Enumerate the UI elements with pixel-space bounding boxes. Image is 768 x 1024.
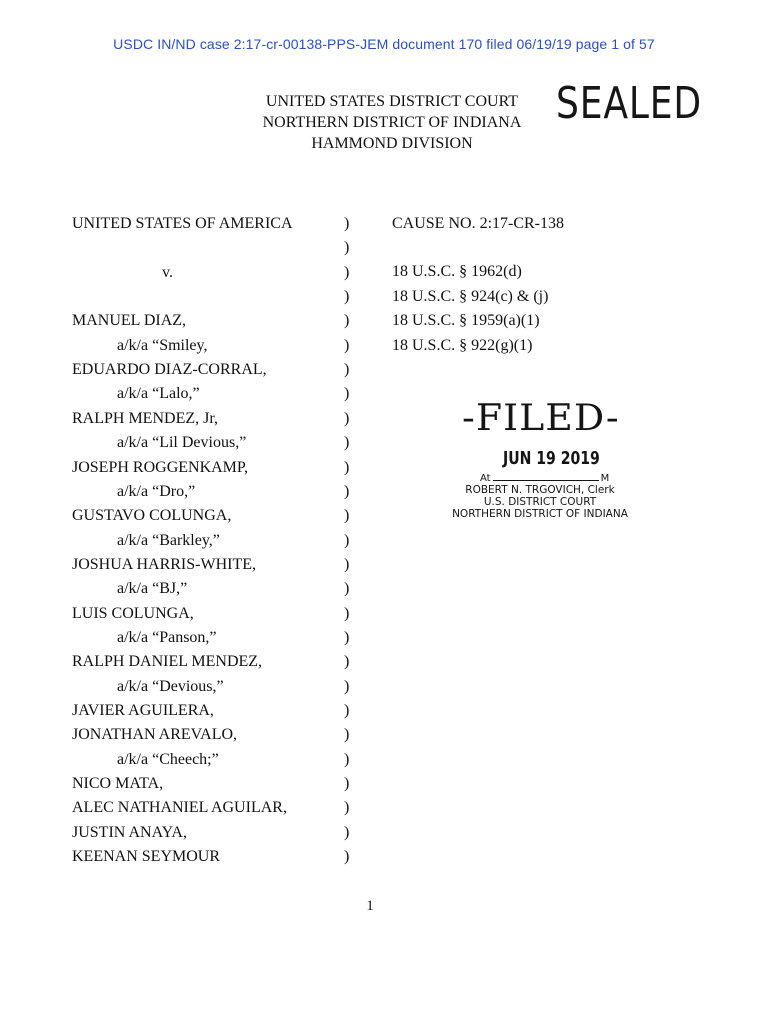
caption-paren: ) bbox=[344, 337, 350, 354]
caption-paren: ) bbox=[344, 799, 350, 816]
defendant-alias: a/k/a “Lil Devious,” bbox=[117, 434, 247, 451]
caption-paren: ) bbox=[344, 239, 350, 256]
caption-paren: ) bbox=[344, 312, 350, 329]
statute-item: 18 U.S.C. § 922(g)(1) bbox=[392, 337, 533, 354]
caption-paren: ) bbox=[344, 702, 350, 719]
defendant-alias: a/k/a “Dro,” bbox=[117, 483, 196, 500]
defendant-name: NICO MATA, bbox=[72, 775, 164, 792]
caption-paren: ) bbox=[344, 483, 350, 500]
caption-paren: ) bbox=[344, 653, 350, 670]
defendant-name: JUSTIN ANAYA, bbox=[72, 824, 187, 841]
caption-paren: ) bbox=[344, 215, 350, 232]
defendant-name: EDUARDO DIAZ-CORRAL, bbox=[72, 361, 267, 378]
caption-paren: ) bbox=[344, 434, 350, 451]
caption-paren: ) bbox=[344, 678, 350, 695]
versus-label: v. bbox=[162, 264, 173, 281]
caption-paren: ) bbox=[344, 824, 350, 841]
defendant-name: KEENAN SEYMOUR bbox=[72, 848, 220, 865]
filed-stamp-court: U.S. DISTRICT COURT bbox=[483, 496, 597, 508]
caption-paren: ) bbox=[344, 288, 350, 305]
defendant-name: JOSEPH ROGGENKAMP, bbox=[72, 459, 249, 476]
statute-item: 18 U.S.C. § 1959(a)(1) bbox=[392, 312, 540, 329]
defendant-alias: a/k/a “BJ,” bbox=[117, 580, 188, 597]
caption-paren: ) bbox=[344, 361, 350, 378]
defendant-alias: a/k/a “Panson,” bbox=[117, 629, 217, 646]
defendant-name: ALEC NATHANIEL AGUILAR, bbox=[72, 799, 287, 816]
defendant-name: RALPH DANIEL MENDEZ, bbox=[72, 653, 263, 670]
defendant-name: LUIS COLUNGA, bbox=[72, 605, 194, 622]
caption-paren: ) bbox=[344, 751, 350, 768]
caption-paren: ) bbox=[344, 264, 350, 281]
caption-paren: ) bbox=[344, 605, 350, 622]
ecf-header: USDC IN/ND case 2:17-cr-00138-PPS-JEM document 170 filed 06/19/19 page 1 of 57 bbox=[113, 36, 655, 52]
caption-paren: ) bbox=[344, 507, 350, 524]
statute-item: 18 U.S.C. § 924(c) & (j) bbox=[392, 288, 549, 305]
caption-paren: ) bbox=[344, 848, 350, 865]
caption-paren: ) bbox=[344, 459, 350, 476]
filed-stamp-date: JUN 19 2019 bbox=[503, 448, 600, 469]
caption-paren: ) bbox=[344, 775, 350, 792]
defendant-name: MANUEL DIAZ, bbox=[72, 312, 187, 329]
plaintiff-name: UNITED STATES OF AMERICA bbox=[72, 215, 293, 232]
court-division: HAMMOND DIVISION bbox=[311, 135, 473, 152]
court-district: NORTHERN DISTRICT OF INDIANA bbox=[262, 114, 522, 131]
filed-stamp-title: -FILED- bbox=[462, 398, 620, 439]
caption-paren: ) bbox=[344, 410, 350, 427]
filed-stamp-district: NORTHERN DISTRICT OF INDIANA bbox=[452, 508, 628, 520]
filed-stamp-at-line bbox=[480, 473, 609, 484]
sealed-stamp: SEALED bbox=[556, 78, 702, 129]
caption-paren: ) bbox=[344, 556, 350, 573]
defendant-name: JAVIER AGUILERA, bbox=[72, 702, 214, 719]
defendant-alias: a/k/a “Devious,” bbox=[117, 678, 224, 695]
statute-item: 18 U.S.C. § 1962(d) bbox=[392, 263, 522, 280]
defendant-alias: a/k/a “Barkley,” bbox=[117, 532, 220, 549]
filed-stamp-m-label: M bbox=[600, 473, 610, 484]
caption-paren: ) bbox=[344, 532, 350, 549]
defendant-alias: a/k/a “Smiley, bbox=[117, 337, 208, 354]
caption-paren: ) bbox=[344, 385, 350, 402]
caption-paren: ) bbox=[344, 629, 350, 646]
defendant-name: RALPH MENDEZ, Jr, bbox=[72, 410, 219, 427]
defendant-alias: a/k/a “Cheech;” bbox=[117, 751, 219, 768]
caption-paren: ) bbox=[344, 580, 350, 597]
court-name: UNITED STATES DISTRICT COURT bbox=[265, 93, 519, 110]
defendant-name: JOSHUA HARRIS-WHITE, bbox=[72, 556, 256, 573]
defendant-name: JONATHAN AREVALO, bbox=[72, 726, 238, 743]
cause-number: CAUSE NO. 2:17-CR-138 bbox=[392, 215, 565, 232]
court-title bbox=[222, 91, 562, 154]
filed-stamp-at-label: At bbox=[480, 473, 491, 484]
page-number: 1 bbox=[366, 898, 374, 914]
filed-stamp-clerk: ROBERT N. TRGOVICH, Clerk bbox=[465, 484, 615, 496]
defendant-name: GUSTAVO COLUNGA, bbox=[72, 507, 232, 524]
defendant-alias: a/k/a “Lalo,” bbox=[117, 385, 200, 402]
filed-stamp-blank bbox=[493, 480, 599, 481]
caption-paren: ) bbox=[344, 726, 350, 743]
